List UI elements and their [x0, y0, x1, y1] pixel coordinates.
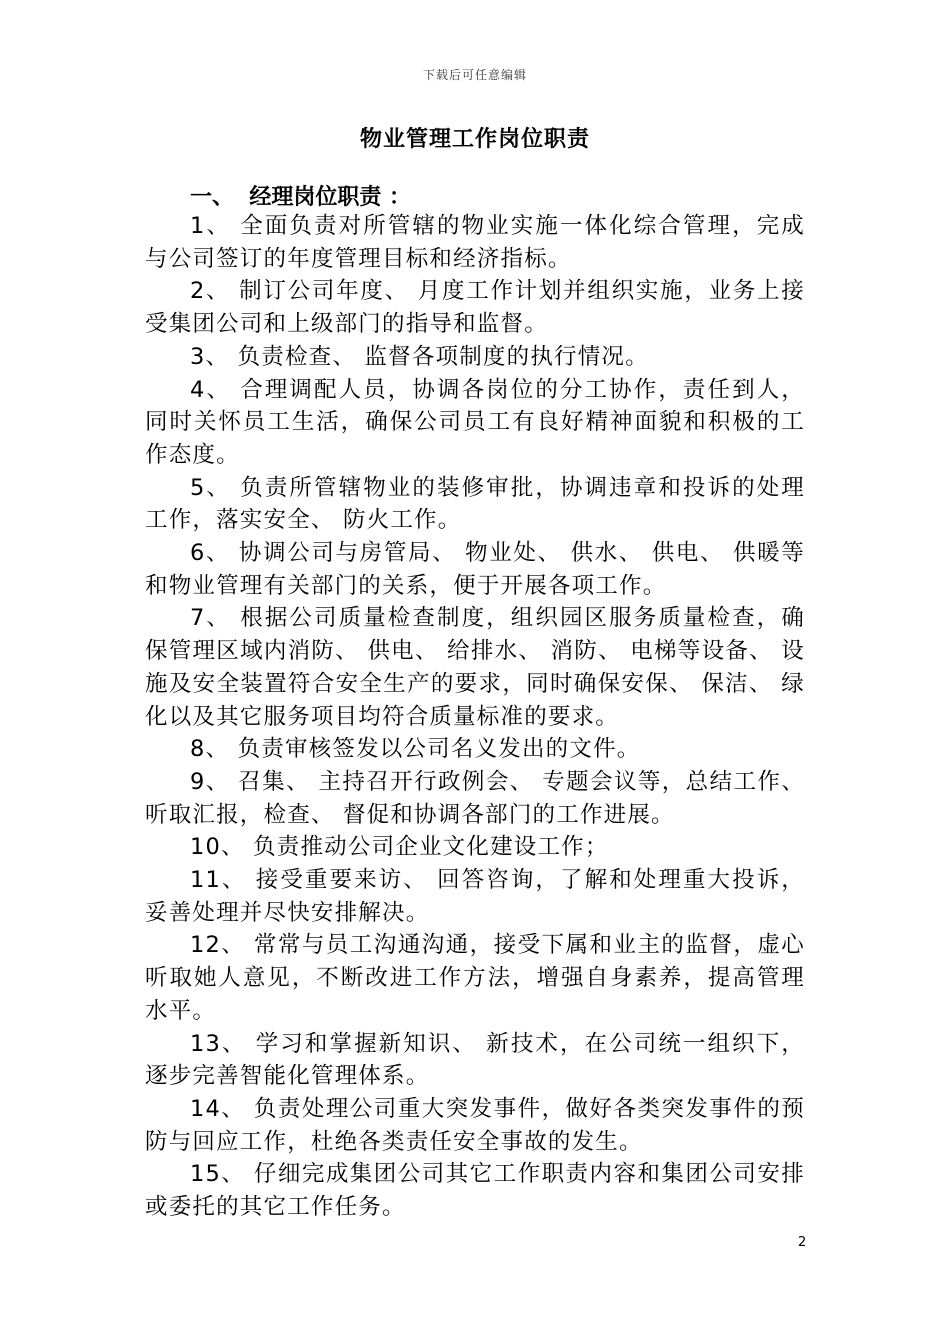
duty-item-10: 10、 负责推动公司企业文化建设工作； — [190, 834, 609, 861]
duty-item-15: 15、 仔细完成集团公司其它工作职责内容和集团公司安排或委托的其它工作任务。 — [145, 1161, 805, 1221]
section-heading: 一、 经理岗位职责 ： — [190, 185, 411, 210]
duty-item-8: 8、 负责审核签发以公司名义发出的文件。 — [190, 736, 641, 763]
duty-item-14: 14、 负责处理公司重大突发事件，做好各类突发事件的预防与回应工作，杜绝各类责任安全事故的发生。 — [145, 1095, 805, 1155]
duty-item-5: 5、 负责所管辖物业的装修审批，协调违章和投诉的处理工作，落实安全、 防火工作。 — [145, 474, 805, 534]
page-number: 2 — [798, 1235, 807, 1250]
header-note: 下载后可任意编辑 — [422, 68, 527, 82]
duty-item-9: 9、 召集、 主持召开行政例会、 专题会议等，总结工作、听取汇报，检查、 督促和协调各部门的工作进展。 — [145, 768, 805, 828]
duty-item-2: 2、 制订公司年度、 月度工作计划并组织实施，业务上接受集团公司和上级部门的指导和监督。 — [145, 278, 805, 338]
duty-item-3: 3、 负责检查、 监督各项制度的执行情况。 — [190, 343, 649, 370]
duty-item-11: 11、 接受重要来访、 回答咨询，了解和处理重大投诉，妥善处理并尽快安排解决。 — [145, 867, 805, 926]
duty-item-12: 12、 常常与员工沟通沟通，接受下属和业主的监督，虚心听取她人意见，不断改进工作方法，增强自身素养，提高管理水平。 — [145, 932, 805, 1024]
duty-list — [145, 210, 805, 1224]
duty-item-4: 4、 合理调配人员，协调各岗位的分工协作，责任到人，同时关怀员工生活，确保公司员工有良好精神面貌和积极的工作态度。 — [145, 376, 805, 468]
duty-item-13: 13、 学习和掌握新知识、 新技术，在公司统一组织下，逐步完善智能化管理体系。 — [145, 1030, 805, 1090]
document-title: 物业管理工作岗位职责 — [359, 127, 590, 152]
duty-item-1: 1、 全面负责对所管辖的物业实施一体化综合管理，完成与公司签订的年度管理目标和经济指标。 — [145, 213, 805, 272]
duty-item-6: 6、 协调公司与房管局、 物业处、 供水、 供电、 供暖等和物业管理有关部门的关系，便于开展各项工作。 — [145, 540, 805, 599]
duty-item-7: 7、 根据公司质量检查制度，组织园区服务质量检查，确保管理区域内消防、 供电、 给排水、 消防、 电梯等设备、 设施及安全装置符合安全生产的要求，同时确保安保、 保洁、 绿化以及其它服务项目均符合质量标准的要求。 — [145, 605, 805, 730]
